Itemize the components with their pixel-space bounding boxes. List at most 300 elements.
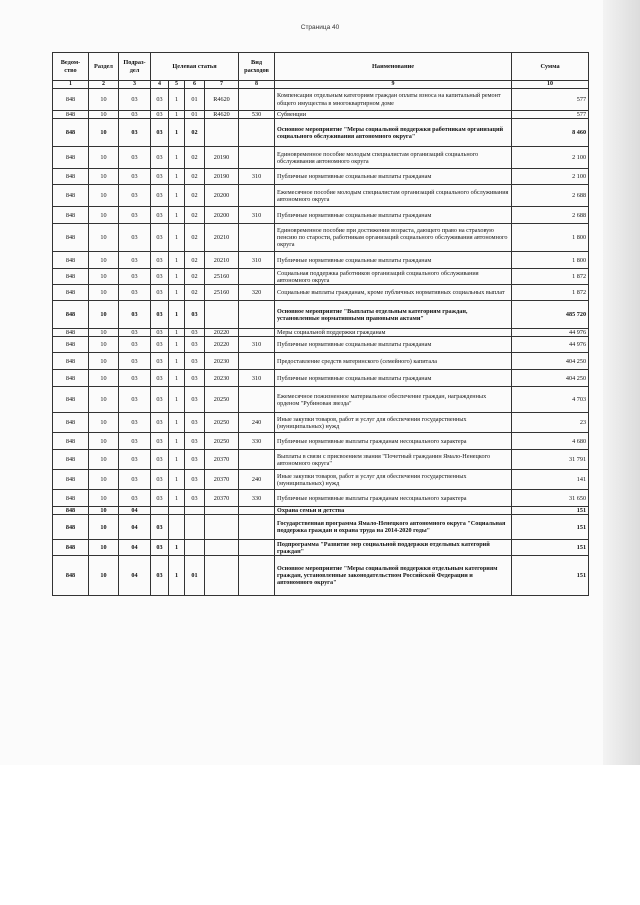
target-a-cell: 03 — [151, 329, 169, 337]
target-d-cell: 20370 — [205, 490, 239, 507]
sum-cell: 44 976 — [512, 329, 589, 337]
vedomstvo-cell: 848 — [53, 224, 89, 252]
header-summa: Сумма — [512, 53, 589, 81]
name-cell: Основное мероприятие "Меры социальной поддержки отдельным категориям граждан, установленные законодательством Российской Федерации и автономного округа" — [275, 556, 512, 596]
sum-cell: 1 872 — [512, 269, 589, 285]
expense-type-cell: 240 — [239, 470, 275, 490]
name-cell: Субвенции — [275, 111, 512, 119]
vedomstvo-cell: 848 — [53, 329, 89, 337]
target-c-cell: 03 — [185, 387, 205, 413]
razdel-cell: 10 — [89, 111, 119, 119]
podrazdel-cell: 04 — [119, 507, 151, 515]
podrazdel-cell: 03 — [119, 301, 151, 329]
target-d-cell — [205, 540, 239, 556]
sum-cell: 1 800 — [512, 224, 589, 252]
expense-type-cell — [239, 387, 275, 413]
target-b-cell: 1 — [169, 169, 185, 185]
table-row — [53, 490, 589, 507]
podrazdel-cell: 03 — [119, 337, 151, 353]
target-d-cell — [205, 119, 239, 147]
vedomstvo-cell: 848 — [53, 490, 89, 507]
sum-cell: 31 650 — [512, 490, 589, 507]
table-row — [53, 285, 589, 301]
target-c-cell: 02 — [185, 147, 205, 169]
razdel-cell: 10 — [89, 301, 119, 329]
name-cell: Ежемесячное пособие молодым специалистам организаций социального обслуживания автономного округа — [275, 185, 512, 207]
sum-cell: 141 — [512, 470, 589, 490]
vedomstvo-cell: 848 — [53, 169, 89, 185]
podrazdel-cell: 03 — [119, 224, 151, 252]
name-cell: Подпрограмма "Развитие мер социальной поддержки отдельных категорий граждан" — [275, 540, 512, 556]
vedomstvo-cell: 848 — [53, 556, 89, 596]
table-row — [53, 450, 589, 470]
expense-type-cell — [239, 89, 275, 111]
target-a-cell: 03 — [151, 450, 169, 470]
name-cell: Компенсация отдельным категориям граждан оплаты взноса на капитальный ремонт общего имущества в многоквартирном доме — [275, 89, 512, 111]
table-row — [53, 433, 589, 450]
razdel-cell: 10 — [89, 147, 119, 169]
name-cell: Охрана семьи и детства — [275, 507, 512, 515]
razdel-cell: 10 — [89, 470, 119, 490]
target-a-cell: 03 — [151, 515, 169, 540]
vedomstvo-cell: 848 — [53, 470, 89, 490]
sum-cell: 31 791 — [512, 450, 589, 470]
target-b-cell: 1 — [169, 556, 185, 596]
razdel-cell: 10 — [89, 224, 119, 252]
target-c-cell: 03 — [185, 450, 205, 470]
razdel-cell: 10 — [89, 353, 119, 370]
podrazdel-cell: 03 — [119, 269, 151, 285]
target-b-cell: 1 — [169, 370, 185, 387]
target-c-cell: 02 — [185, 169, 205, 185]
table-row — [53, 224, 589, 252]
expense-type-cell: 240 — [239, 413, 275, 433]
column-number: 9 — [275, 81, 512, 89]
razdel-cell: 10 — [89, 433, 119, 450]
target-d-cell: 20250 — [205, 433, 239, 450]
target-c-cell — [185, 540, 205, 556]
vedomstvo-cell: 848 — [53, 515, 89, 540]
expense-type-cell: 310 — [239, 337, 275, 353]
target-a-cell: 03 — [151, 556, 169, 596]
table-row — [53, 269, 589, 285]
name-cell: Основное мероприятие "Меры социальной поддержки работникам организаций социального обслуживания автономного округа" — [275, 119, 512, 147]
expense-type-cell — [239, 147, 275, 169]
column-numbers-row — [53, 81, 589, 89]
vedomstvo-cell: 848 — [53, 252, 89, 269]
target-b-cell: 1 — [169, 433, 185, 450]
target-c-cell: 03 — [185, 490, 205, 507]
target-a-cell — [151, 507, 169, 515]
target-b-cell: 1 — [169, 337, 185, 353]
sum-cell: 4 680 — [512, 433, 589, 450]
table-row — [53, 470, 589, 490]
target-b-cell — [169, 507, 185, 515]
podrazdel-cell: 03 — [119, 147, 151, 169]
name-cell: Иные закупки товаров, работ и услуг для обеспечения государственных (муниципальных) нужд — [275, 413, 512, 433]
vedomstvo-cell: 848 — [53, 337, 89, 353]
target-b-cell: 1 — [169, 147, 185, 169]
podrazdel-cell: 03 — [119, 433, 151, 450]
target-d-cell: 20200 — [205, 185, 239, 207]
razdel-cell: 10 — [89, 507, 119, 515]
sum-cell: 151 — [512, 515, 589, 540]
target-c-cell: 03 — [185, 370, 205, 387]
table-row — [53, 507, 589, 515]
razdel-cell: 10 — [89, 370, 119, 387]
podrazdel-cell: 03 — [119, 490, 151, 507]
target-d-cell: 20210 — [205, 252, 239, 269]
name-cell: Единовременное пособие при достижении возраста, дающего право на страховую пенсию по старости, работникам организаций социального обслуживания автономного округа — [275, 224, 512, 252]
vedomstvo-cell: 848 — [53, 413, 89, 433]
table-row — [53, 329, 589, 337]
razdel-cell: 10 — [89, 329, 119, 337]
name-cell: Социальные выплаты гражданам, кроме публичных нормативных социальных выплат — [275, 285, 512, 301]
podrazdel-cell: 03 — [119, 285, 151, 301]
target-a-cell: 03 — [151, 285, 169, 301]
name-cell: Публичные нормативные социальные выплаты гражданам — [275, 370, 512, 387]
target-a-cell: 03 — [151, 224, 169, 252]
header-celevaya-statya: Целевая статья — [151, 53, 239, 81]
name-cell: Иные закупки товаров, работ и услуг для обеспечения государственных (муниципальных) нужд — [275, 470, 512, 490]
razdel-cell: 10 — [89, 207, 119, 224]
vedomstvo-cell: 848 — [53, 269, 89, 285]
podrazdel-cell: 04 — [119, 515, 151, 540]
expense-type-cell — [239, 119, 275, 147]
sum-cell: 404 250 — [512, 353, 589, 370]
target-d-cell: 25160 — [205, 285, 239, 301]
expense-type-cell: 330 — [239, 490, 275, 507]
target-b-cell: 1 — [169, 387, 185, 413]
podrazdel-cell: 04 — [119, 556, 151, 596]
name-cell: Единовременное пособие молодым специалистам организаций социального обслуживания автономного округа — [275, 147, 512, 169]
table-row — [53, 353, 589, 370]
target-b-cell: 1 — [169, 269, 185, 285]
vedomstvo-cell: 848 — [53, 353, 89, 370]
vedomstvo-cell: 848 — [53, 450, 89, 470]
expense-type-cell — [239, 185, 275, 207]
table-row — [53, 147, 589, 169]
expense-type-cell: 310 — [239, 207, 275, 224]
target-d-cell: 20220 — [205, 329, 239, 337]
expense-type-cell: 330 — [239, 433, 275, 450]
target-d-cell: 20250 — [205, 413, 239, 433]
target-a-cell: 03 — [151, 207, 169, 224]
target-c-cell: 03 — [185, 413, 205, 433]
target-c-cell: 01 — [185, 556, 205, 596]
target-b-cell: 1 — [169, 450, 185, 470]
target-c-cell — [185, 507, 205, 515]
target-a-cell: 03 — [151, 185, 169, 207]
target-a-cell: 03 — [151, 353, 169, 370]
target-d-cell: 20370 — [205, 450, 239, 470]
razdel-cell: 10 — [89, 252, 119, 269]
column-number: 4 — [151, 81, 169, 89]
sum-cell: 151 — [512, 507, 589, 515]
target-b-cell: 1 — [169, 224, 185, 252]
target-c-cell: 03 — [185, 433, 205, 450]
target-a-cell: 03 — [151, 89, 169, 111]
target-d-cell — [205, 507, 239, 515]
vedomstvo-cell: 848 — [53, 111, 89, 119]
target-d-cell — [205, 301, 239, 329]
target-d-cell: 20370 — [205, 470, 239, 490]
podrazdel-cell: 03 — [119, 252, 151, 269]
vedomstvo-cell: 848 — [53, 370, 89, 387]
razdel-cell: 10 — [89, 89, 119, 111]
target-d-cell: R4620 — [205, 89, 239, 111]
razdel-cell: 10 — [89, 515, 119, 540]
target-c-cell: 02 — [185, 252, 205, 269]
target-a-cell: 03 — [151, 269, 169, 285]
vedomstvo-cell: 848 — [53, 147, 89, 169]
name-cell: Государственная программа Ямало-Ненецкого автономного округа "Социальная поддержка граждан и охрана труда на 2014-2020 годы" — [275, 515, 512, 540]
podrazdel-cell: 03 — [119, 119, 151, 147]
header-razdel: Раздел — [89, 53, 119, 81]
table-row — [53, 387, 589, 413]
table-row — [53, 185, 589, 207]
razdel-cell: 10 — [89, 269, 119, 285]
target-d-cell: 20200 — [205, 207, 239, 224]
razdel-cell: 10 — [89, 337, 119, 353]
razdel-cell: 10 — [89, 540, 119, 556]
vedomstvo-cell: 848 — [53, 540, 89, 556]
name-cell: Ежемесячное пожизненное материальное обеспечение граждан, награжденных орденом "Рубиновая звезда" — [275, 387, 512, 413]
expense-type-cell — [239, 301, 275, 329]
target-a-cell: 03 — [151, 147, 169, 169]
sum-cell: 23 — [512, 413, 589, 433]
expense-type-cell: 310 — [239, 370, 275, 387]
name-cell: Публичные нормативные социальные выплаты гражданам — [275, 337, 512, 353]
podrazdel-cell: 03 — [119, 387, 151, 413]
target-c-cell — [185, 515, 205, 540]
column-number: 3 — [119, 81, 151, 89]
target-d-cell: 20220 — [205, 337, 239, 353]
vedomstvo-cell: 848 — [53, 119, 89, 147]
target-a-cell: 03 — [151, 169, 169, 185]
header-vedomstvo: Ведом-ство — [53, 53, 89, 81]
target-b-cell: 1 — [169, 301, 185, 329]
target-d-cell: 20190 — [205, 147, 239, 169]
table-row — [53, 413, 589, 433]
sum-cell: 2 688 — [512, 185, 589, 207]
target-d-cell: 25160 — [205, 269, 239, 285]
razdel-cell: 10 — [89, 119, 119, 147]
sum-cell: 577 — [512, 89, 589, 111]
razdel-cell: 10 — [89, 413, 119, 433]
target-b-cell: 1 — [169, 470, 185, 490]
target-b-cell: 1 — [169, 329, 185, 337]
target-c-cell: 02 — [185, 207, 205, 224]
target-c-cell: 02 — [185, 285, 205, 301]
table-row — [53, 515, 589, 540]
table-row — [53, 337, 589, 353]
target-b-cell: 1 — [169, 89, 185, 111]
target-b-cell: 1 — [169, 185, 185, 207]
podrazdel-cell: 03 — [119, 450, 151, 470]
table-row — [53, 301, 589, 329]
table-body — [53, 89, 589, 596]
target-d-cell: R4620 — [205, 111, 239, 119]
name-cell: Публичные нормативные социальные выплаты гражданам — [275, 252, 512, 269]
table-row — [53, 370, 589, 387]
scan-edge-shadow — [603, 0, 640, 765]
expense-type-cell: 310 — [239, 169, 275, 185]
razdel-cell: 10 — [89, 556, 119, 596]
target-a-cell: 03 — [151, 370, 169, 387]
target-c-cell: 02 — [185, 224, 205, 252]
header-row — [53, 53, 589, 81]
vedomstvo-cell: 848 — [53, 89, 89, 111]
sum-cell: 4 703 — [512, 387, 589, 413]
target-d-cell — [205, 515, 239, 540]
target-b-cell: 1 — [169, 490, 185, 507]
table-row — [53, 169, 589, 185]
name-cell: Социальная поддержка работников организаций социального обслуживания автономного округа — [275, 269, 512, 285]
expense-type-cell — [239, 556, 275, 596]
target-c-cell: 03 — [185, 353, 205, 370]
target-b-cell: 1 — [169, 413, 185, 433]
target-a-cell: 03 — [151, 111, 169, 119]
target-a-cell: 03 — [151, 301, 169, 329]
header-naimenovanie: Наименование — [275, 53, 512, 81]
expense-type-cell — [239, 507, 275, 515]
sum-cell: 2 688 — [512, 207, 589, 224]
target-c-cell: 01 — [185, 89, 205, 111]
target-b-cell: 1 — [169, 285, 185, 301]
table-row — [53, 119, 589, 147]
table-row — [53, 207, 589, 224]
vedomstvo-cell: 848 — [53, 507, 89, 515]
vedomstvo-cell: 848 — [53, 387, 89, 413]
sum-cell: 1 800 — [512, 252, 589, 269]
sum-cell: 2 100 — [512, 169, 589, 185]
blank-area — [0, 765, 640, 905]
expense-type-cell — [239, 515, 275, 540]
podrazdel-cell: 03 — [119, 207, 151, 224]
target-c-cell: 03 — [185, 470, 205, 490]
podrazdel-cell: 03 — [119, 370, 151, 387]
table-row — [53, 111, 589, 119]
expense-type-cell: 320 — [239, 285, 275, 301]
podrazdel-cell: 03 — [119, 169, 151, 185]
target-b-cell: 1 — [169, 207, 185, 224]
name-cell: Выплаты в связи с присвоением звания "Почетный гражданин Ямало-Ненецкого автономного округа" — [275, 450, 512, 470]
header-podrazdel: Подраз-дел — [119, 53, 151, 81]
target-a-cell: 03 — [151, 470, 169, 490]
column-number: 10 — [512, 81, 589, 89]
vedomstvo-cell: 848 — [53, 185, 89, 207]
sum-cell: 1 872 — [512, 285, 589, 301]
name-cell: Основное мероприятие "Выплаты отдельным категориям граждан, установленные нормативными правовыми актами" — [275, 301, 512, 329]
podrazdel-cell: 03 — [119, 111, 151, 119]
table-row — [53, 556, 589, 596]
target-c-cell: 01 — [185, 111, 205, 119]
name-cell: Публичные нормативные выплаты гражданам несоциального характера — [275, 490, 512, 507]
podrazdel-cell: 03 — [119, 353, 151, 370]
expense-type-cell — [239, 224, 275, 252]
target-b-cell: 1 — [169, 111, 185, 119]
razdel-cell: 10 — [89, 285, 119, 301]
expense-type-cell — [239, 269, 275, 285]
column-number: 5 — [169, 81, 185, 89]
sum-cell: 404 250 — [512, 370, 589, 387]
target-d-cell: 20230 — [205, 353, 239, 370]
name-cell: Предоставление средств материнского (семейного) капитала — [275, 353, 512, 370]
podrazdel-cell: 03 — [119, 413, 151, 433]
target-a-cell: 03 — [151, 337, 169, 353]
target-a-cell: 03 — [151, 252, 169, 269]
target-c-cell: 02 — [185, 119, 205, 147]
sum-cell: 151 — [512, 540, 589, 556]
column-number: 6 — [185, 81, 205, 89]
target-a-cell: 03 — [151, 490, 169, 507]
target-b-cell: 1 — [169, 353, 185, 370]
vedomstvo-cell: 848 — [53, 207, 89, 224]
target-d-cell — [205, 556, 239, 596]
target-c-cell: 03 — [185, 329, 205, 337]
target-a-cell: 03 — [151, 433, 169, 450]
target-b-cell: 1 — [169, 119, 185, 147]
vedomstvo-cell: 848 — [53, 433, 89, 450]
sum-cell: 577 — [512, 111, 589, 119]
sum-cell: 151 — [512, 556, 589, 596]
sum-cell: 8 460 — [512, 119, 589, 147]
expense-type-cell — [239, 353, 275, 370]
expense-type-cell — [239, 329, 275, 337]
podrazdel-cell: 03 — [119, 89, 151, 111]
column-number: 1 — [53, 81, 89, 89]
target-b-cell: 1 — [169, 540, 185, 556]
vedomstvo-cell: 848 — [53, 301, 89, 329]
sum-cell: 44 976 — [512, 337, 589, 353]
target-a-cell: 03 — [151, 119, 169, 147]
target-c-cell: 03 — [185, 301, 205, 329]
target-a-cell: 03 — [151, 540, 169, 556]
expense-type-cell: 310 — [239, 252, 275, 269]
header-vid-rashodov: Вид расходов — [239, 53, 275, 81]
razdel-cell: 10 — [89, 185, 119, 207]
target-b-cell — [169, 515, 185, 540]
target-c-cell: 03 — [185, 337, 205, 353]
target-d-cell: 20230 — [205, 370, 239, 387]
expense-type-cell — [239, 540, 275, 556]
column-number: 8 — [239, 81, 275, 89]
table-row — [53, 252, 589, 269]
name-cell: Меры социальной поддержки гражданам — [275, 329, 512, 337]
page-label: Страница 40 — [300, 24, 340, 31]
name-cell: Публичные нормативные выплаты гражданам несоциального характера — [275, 433, 512, 450]
sum-cell: 2 100 — [512, 147, 589, 169]
target-d-cell: 20250 — [205, 387, 239, 413]
sum-cell: 485 720 — [512, 301, 589, 329]
target-a-cell: 03 — [151, 413, 169, 433]
target-d-cell: 20190 — [205, 169, 239, 185]
podrazdel-cell: 03 — [119, 329, 151, 337]
podrazdel-cell: 04 — [119, 540, 151, 556]
podrazdel-cell: 03 — [119, 470, 151, 490]
target-d-cell: 20210 — [205, 224, 239, 252]
podrazdel-cell: 03 — [119, 185, 151, 207]
expense-type-cell: 530 — [239, 111, 275, 119]
table-row — [53, 540, 589, 556]
vedomstvo-cell: 848 — [53, 285, 89, 301]
budget-table — [52, 52, 589, 596]
name-cell: Публичные нормативные социальные выплаты гражданам — [275, 207, 512, 224]
column-number: 7 — [205, 81, 239, 89]
target-c-cell: 02 — [185, 269, 205, 285]
target-c-cell: 02 — [185, 185, 205, 207]
